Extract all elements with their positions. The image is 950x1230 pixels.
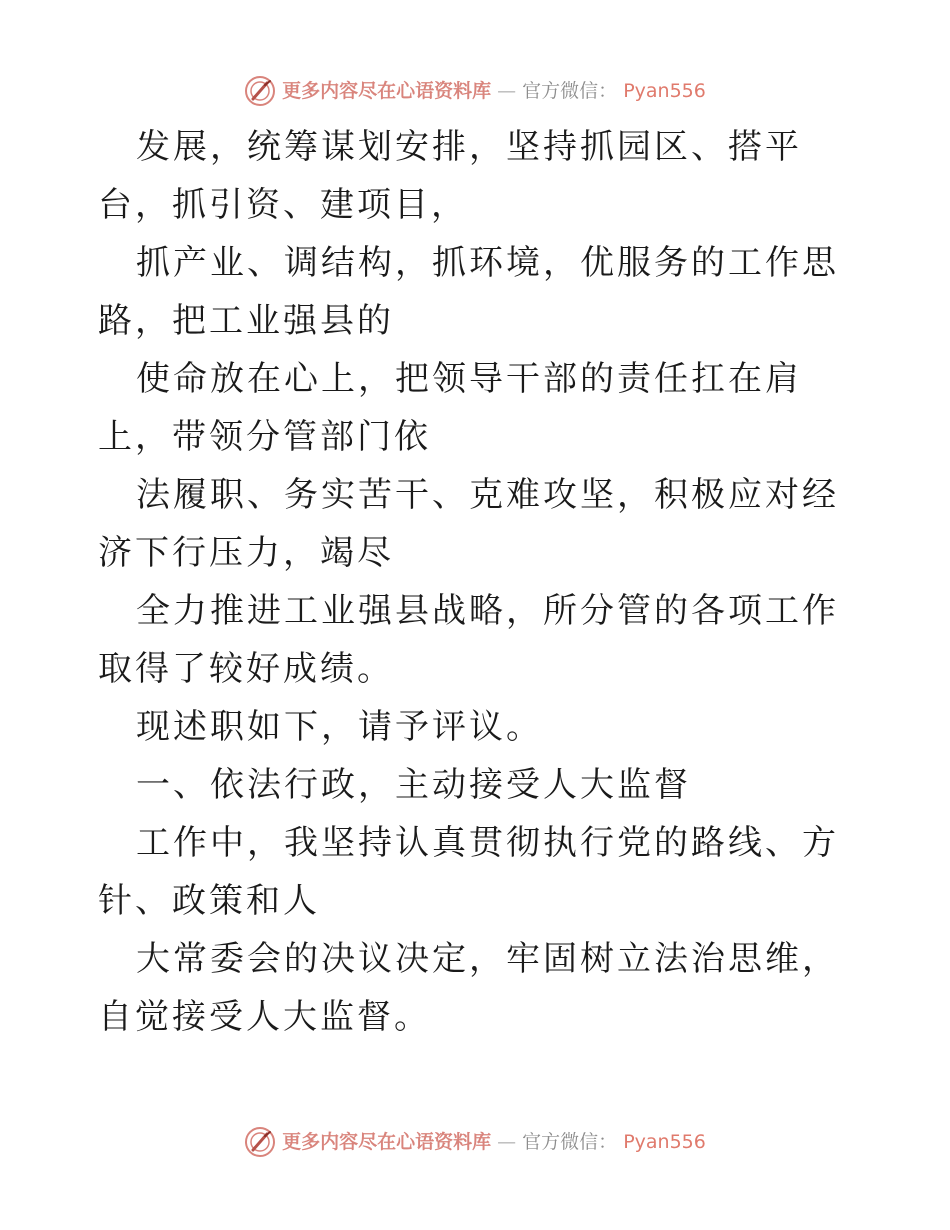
paragraph: 发展，统筹谋划安排，坚持抓园区、搭平台，抓引资、建项目， [98, 127, 802, 225]
paragraph: 现述职如下，请予评议。 [136, 707, 543, 747]
paragraph: 工作中，我坚持认真贯彻执行党的路线、方针、政策和人 [98, 823, 839, 921]
watermark-brand-text: 更多内容尽在心语资料库 [282, 80, 492, 102]
watermark-wechat-id: Pyan556 [623, 80, 706, 102]
paragraph: 抓产业、调结构，抓环境，优服务的工作思路，把工业强县的 [98, 243, 839, 341]
header-watermark [0, 75, 950, 107]
paragraph: 法履职、务实苦干、克难攻坚，积极应对经济下行压力，竭尽 [98, 475, 839, 573]
section-heading: 一、依法行政，主动接受人大监督 [136, 765, 691, 805]
watermark-wechat-id: Pyan556 [623, 1131, 706, 1153]
watermark-dash: — [497, 1131, 517, 1153]
watermark-brand-text: 更多内容尽在心语资料库 [282, 1131, 492, 1153]
document-body [98, 118, 858, 1046]
paragraph: 全力推进工业强县战略，所分管的各项工作取得了较好成绩。 [98, 591, 839, 689]
watermark-official-label: 官方微信： [522, 80, 618, 102]
watermark-official-label: 官方微信： [522, 1131, 618, 1153]
brand-logo-icon [244, 1126, 276, 1158]
footer-watermark [0, 1126, 950, 1158]
brand-logo-icon [244, 75, 276, 107]
watermark-dash: — [497, 80, 517, 102]
paragraph: 大常委会的决议决定，牢固树立法治思维，自觉接受人大监督。 [98, 939, 839, 1037]
paragraph: 使命放在心上，把领导干部的责任扛在肩上，带领分管部门依 [98, 359, 802, 457]
